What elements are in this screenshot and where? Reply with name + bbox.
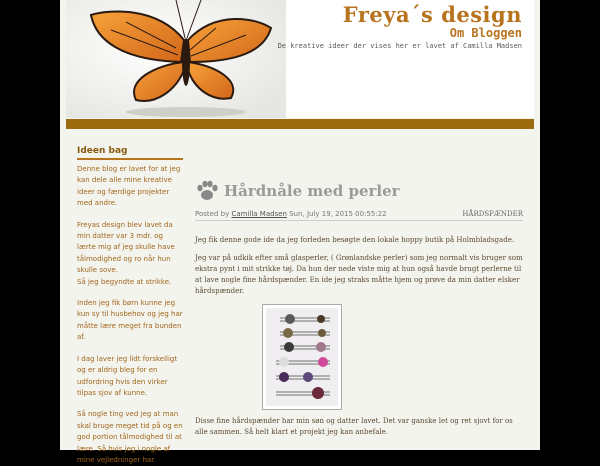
site-subtitle[interactable]: Om Bloggen [449,26,522,40]
sidebar-paragraph: Inden jeg fik børn kunne jeg kun sy til husbehov og jeg har måtte lære meget fra bunden af. [77,299,183,342]
sidebar [77,146,183,466]
sidebar-paragraph: Denne blog er lavet for at jeg kan dele alle mine kreative ideer og færdige projekter med andre. [77,165,181,208]
page [60,0,540,464]
post-meta [195,210,523,221]
post-paragraph: Jeg var på udkik efter små glasperler, ( Grønlandske perler) som jeg normalt vis bruger som ekstra pynt i mit strikke tøj. Da hun der nede viste mig at hun også havde brugt perlerne til at lave nogle fine hårdspænder. En ide jeg straks måtte hjem og prøve da min datter elsker hårdspænder. [195,254,523,295]
posted-by-label: Posted by [195,210,230,218]
sidebar-paragraph: Freyas design blev lavet da min datter var 3 mdr. og lærte mig af jeg skulle have tålmodighed og ro når hun skulle sove. [77,220,175,275]
post-title-row [195,180,523,202]
sidebar-paragraph: Så jeg begyndte at strikke. [77,277,172,286]
category-link[interactable]: HÅRDSPÆNDER [462,210,523,218]
post [195,180,523,445]
photo-canvas [266,308,338,406]
sidebar-paragraph: Så nogle ting ved jeg at man skal bruge meget tid på og en god portion tålmodighed til at lære. Så hvis jeg i nogle af mine vejledninger har [77,410,183,464]
site-description: De kreative ideer der vises her er lavet af Camilla Madsen [277,42,522,50]
sidebar-paragraph: I dag laver jeg lidt forskelligt og er aldrig bleg for en udfordring hvis den virker tilpas sjov af kunne. [77,354,178,397]
header-divider-bar [66,119,534,129]
post-paragraph: Jeg fik denne gode ide da jeg forleden besøgte den lokale hoppy butik på Holmbladsgade. [195,236,515,244]
post-photo[interactable] [262,304,342,410]
post-date: Sun, July 19, 2015 00:55:22 [289,210,387,218]
hairpins-photo [266,308,338,406]
post-title[interactable]: Hårdnåle med perler [224,182,400,200]
author-link[interactable]: Camilla Madsen [231,210,287,218]
site-title[interactable]: Freya´s design [342,2,522,27]
sidebar-heading: Ideen bag [77,146,183,160]
butterfly-illustration [66,0,286,118]
paw-icon [195,180,219,202]
header-banner [66,0,534,118]
post-body [195,235,523,438]
photo-caption: Disse fine hårdspænder har min søn og datter lavet. Det var ganske let og ret sjovt for os alle sammen. Så helt klart et projekt jeg kan anbefale. [195,417,513,436]
